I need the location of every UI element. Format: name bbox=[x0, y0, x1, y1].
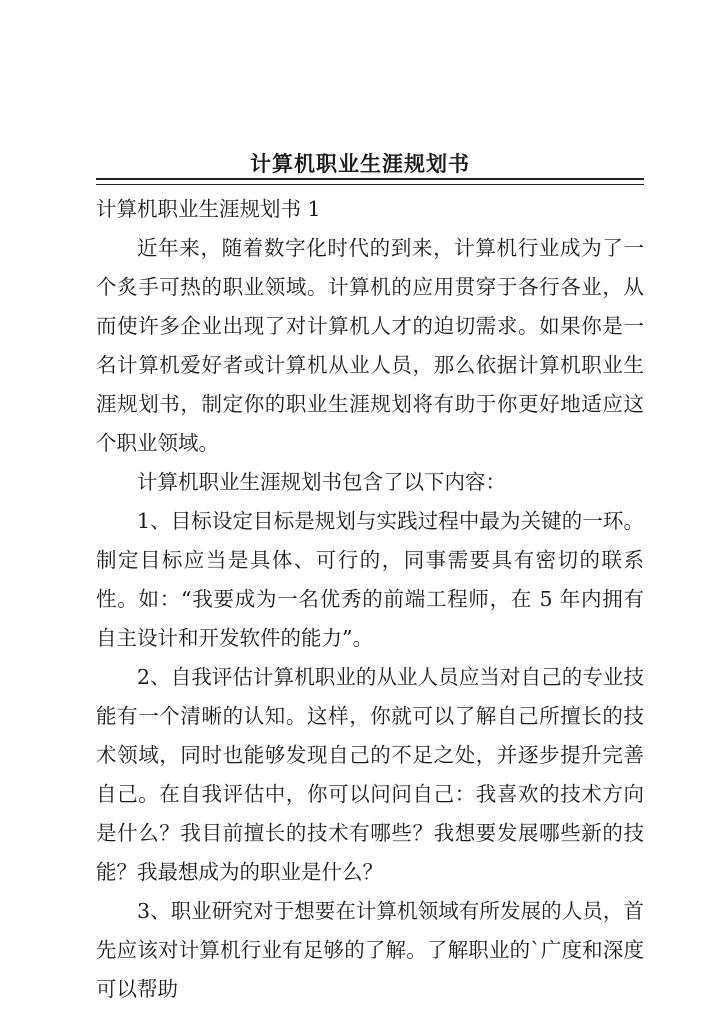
title-divider-thin bbox=[96, 184, 644, 185]
document-title: 计算机职业生涯规划书 bbox=[250, 151, 470, 176]
paragraph-self-assessment: 2、自我评估计算机职业的从业人员应当对自己的专业技能有一个清晰的认知。这样，你就可以了解自己所擅长的技术领域，同时也能够发现自己的不足之处，并逐步提升完善自己。在自我评估中，你可以问问自己：我喜欢的技术方向是什么？我目前擅长的技术有哪些？我想要发展哪些新的技能？我最想成为的职业是什么？ bbox=[96, 665, 644, 884]
paragraph-goal-setting: 1、目标设定目标是规划与实践过程中最为关键的一环。制定目标应当是具体、可行的，同事需要具有密切的联系性。如：“我要成为一名优秀的前端工程师，在 5 年内拥有自主设计和开发软件的能力”。 bbox=[96, 509, 644, 650]
paragraph-career-research: 3、职业研究对于想要在计算机领域有所发展的人员，首先应该对计算机行业有足够的了解。了解职业的`广度和深度可以帮助 bbox=[96, 899, 644, 1001]
paragraph-intro: 近年来，随着数字化时代的到来，计算机行业成为了一个炙手可热的职业领域。计算机的应用贯穿于各行各业，从而使许多企业出现了对计算机人才的迫切需求。如果你是一名计算机爱好者或计算机从业人员，那么依据计算机职业生涯规划书，制定你的职业生涯规划将有助于你更好地适应这个职业领域。 bbox=[96, 236, 644, 455]
document-body bbox=[96, 190, 644, 1009]
section-heading: 计算机职业生涯规划书 1 bbox=[96, 197, 321, 221]
paragraph-contents-lead: 计算机职业生涯规划书包含了以下内容： bbox=[137, 470, 506, 494]
title-divider-thick bbox=[96, 178, 644, 180]
